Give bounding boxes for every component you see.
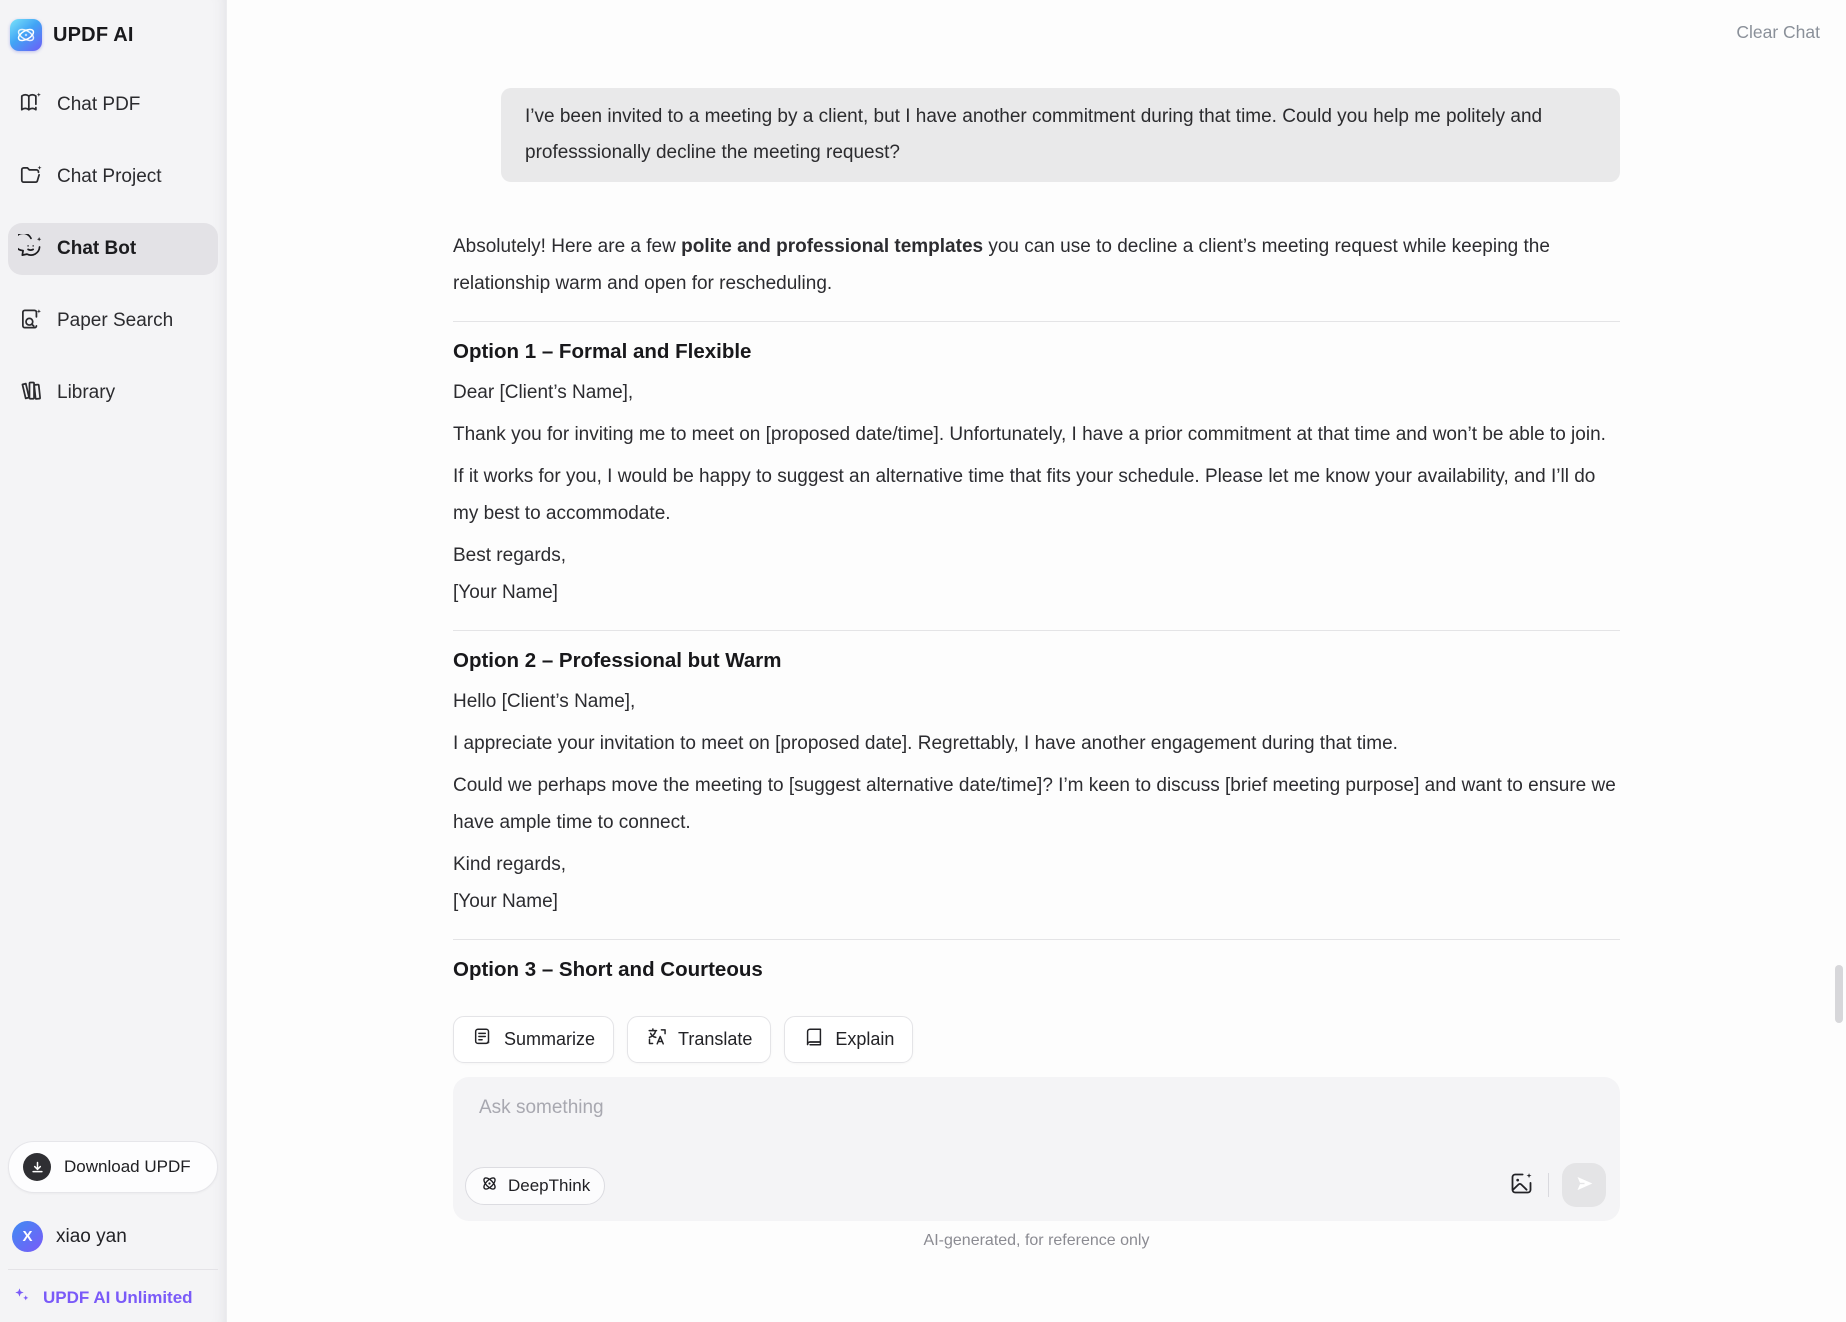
image-sparkle-icon (1508, 1170, 1535, 1200)
body-paragraph: If it works for you, I would be happy to suggest an alternative time that fits your schedule. Please let me know your availability, and I’ll do my best to accommodate. (453, 466, 1596, 524)
send-icon (1574, 1173, 1595, 1197)
signature-block: Best regards, [Your Name] (453, 545, 566, 603)
user-account[interactable] (12, 1221, 218, 1252)
signature-block: Kind regards, [Your Name] (453, 854, 567, 912)
download-updf-label: Download UPDF (64, 1157, 191, 1176)
brand-name: UPDF AI (53, 23, 134, 46)
translate-label: Translate (678, 1029, 753, 1049)
clear-chat-button[interactable]: Clear Chat (1736, 22, 1820, 42)
explain-button[interactable] (784, 1016, 913, 1063)
sidebar-item-library[interactable] (8, 367, 218, 419)
sidebar-item-label: Chat Project (57, 166, 162, 187)
paper-search-icon (18, 306, 44, 337)
sidebar-item-label: Paper Search (57, 310, 174, 331)
avatar: X (12, 1221, 43, 1252)
composer-right-controls (1508, 1163, 1606, 1207)
summarize-label: Summarize (504, 1029, 596, 1049)
ai-intro-paragraph: Absolutely! Here are a few polite and professional templates you can use to decline a client’s meeting request while keeping the relationship warm and open for rescheduling. (453, 236, 1550, 294)
download-icon (23, 1153, 51, 1181)
deepthink-atom-icon (480, 1174, 499, 1198)
chat-thread (453, 0, 1620, 1250)
section-divider (453, 321, 1620, 322)
send-button[interactable] (1562, 1163, 1606, 1207)
option-heading: Option 2 – Professional but Warm (453, 649, 782, 672)
section-divider (453, 939, 1620, 940)
chat-panel (227, 0, 1846, 1322)
option-heading: Option 3 – Short and Courteous (453, 958, 763, 981)
library-icon (18, 378, 44, 409)
section-divider (453, 630, 1620, 631)
ai-message (453, 228, 1620, 984)
sidebar-item-label: Library (57, 382, 116, 403)
translate-button[interactable] (627, 1016, 771, 1063)
explain-icon (803, 1026, 825, 1053)
sparkles-icon (12, 1285, 32, 1310)
sidebar-bottom (8, 1141, 218, 1310)
sidebar-item-chat-bot[interactable] (8, 223, 218, 275)
sidebar-item-paper-search[interactable] (8, 295, 218, 347)
download-updf-button[interactable] (8, 1141, 218, 1193)
image-generate-button[interactable] (1508, 1170, 1535, 1200)
plan-label: UPDF AI Unlimited (43, 1287, 193, 1307)
summarize-icon (472, 1026, 494, 1053)
plan-upgrade-link[interactable] (8, 1285, 218, 1310)
sidebar-item-chat-project[interactable] (8, 151, 218, 203)
brand-row (8, 13, 218, 57)
deepthink-label: DeepThink (508, 1176, 591, 1195)
composer (453, 1077, 1620, 1221)
updf-ai-logo-icon (10, 19, 42, 51)
ai-disclaimer: AI-generated, for reference only (923, 1232, 1150, 1249)
explain-label: Explain (835, 1029, 895, 1049)
quick-actions-toolbar (453, 1016, 1620, 1063)
body-paragraph: Thank you for inviting me to meet on [proposed date/time]. Unfortunately, I have a prior commitment at that time and won’t be able to join. (453, 424, 1606, 445)
chat-bot-icon (18, 234, 44, 265)
option-heading: Option 1 – Formal and Flexible (453, 340, 752, 363)
body-paragraph: I appreciate your invitation to meet on [proposed date]. Regrettably, I have another engagement during that time. (453, 733, 1398, 754)
greeting-line: Dear [Client’s Name], (453, 382, 634, 403)
sidebar-item-label: Chat Bot (57, 238, 137, 259)
sidebar-item-label: Chat PDF (57, 94, 141, 115)
scrollbar-thumb[interactable] (1835, 965, 1843, 1023)
body-paragraph: Could we perhaps move the meeting to [suggest alternative date/time]? I’m keen to discuss [brief meeting purpose] and want to ensure we have ample time to connect. (453, 775, 1616, 833)
composer-divider (1548, 1173, 1549, 1197)
chat-pdf-icon (18, 90, 44, 121)
greeting-line: Hello [Client’s Name], (453, 691, 636, 712)
sidebar-nav (8, 79, 218, 419)
summarize-button[interactable] (453, 1016, 614, 1063)
translate-icon (646, 1026, 668, 1053)
sidebar-divider (8, 1269, 218, 1270)
deepthink-toggle[interactable] (465, 1167, 605, 1205)
sidebar-item-chat-pdf[interactable] (8, 79, 218, 131)
chat-input[interactable] (453, 1077, 1620, 1141)
user-name: xiao yan (56, 1225, 127, 1247)
chat-project-icon (18, 162, 44, 193)
sidebar (0, 0, 227, 1322)
user-message-bubble: I’ve been invited to a meeting by a client, but I have another commitment during that time. Could you help me politely and professsionally decline the meeting request? (501, 88, 1620, 182)
